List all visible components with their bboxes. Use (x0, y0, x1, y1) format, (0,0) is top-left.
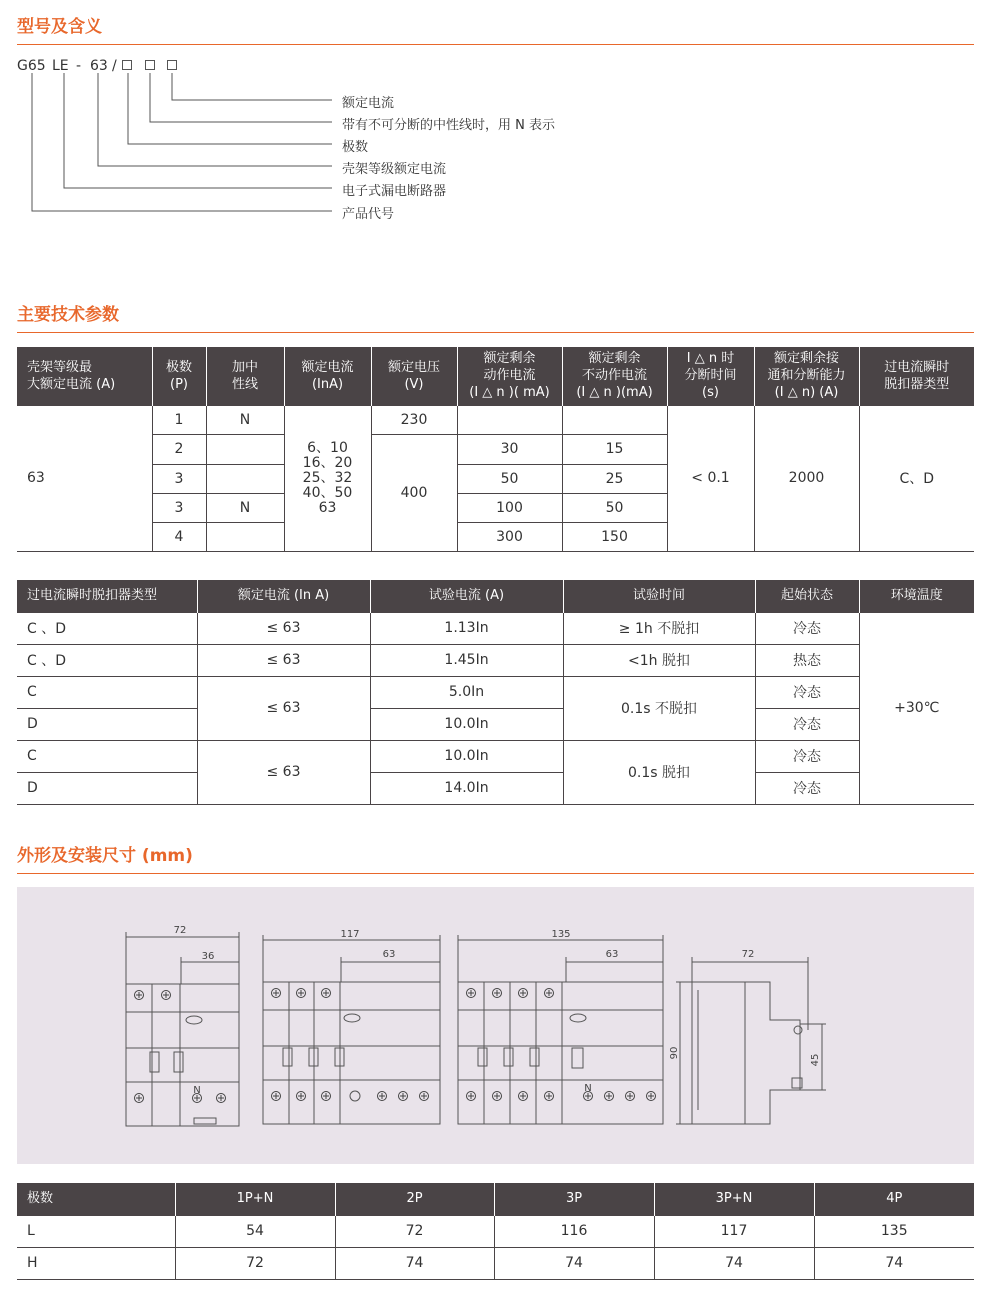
section-title-model: 型号及含义 (17, 17, 102, 37)
cell-poles: 4 (152, 522, 206, 551)
neutral-label: N (193, 1085, 201, 1096)
legend-neutral: 带有不可分断的中性线时，用 N 表示 (342, 118, 555, 133)
header-test-current: 试验电流 (A) (370, 580, 563, 612)
cell-rated-current: ≤ 63 (197, 740, 370, 804)
cell-trip-type: C、D (859, 405, 974, 551)
dim-label: 117 (340, 929, 360, 940)
dimension-drawings (17, 887, 974, 1164)
cell-test-current: 5.0In (370, 676, 563, 708)
cell-test-current: 1.13In (370, 612, 563, 644)
cell-temperature: +30℃ (859, 612, 974, 804)
header-start-state: 起始状态 (755, 580, 859, 612)
cell-residual-op: 30 (457, 434, 562, 464)
table-row (17, 644, 974, 676)
cell-residual-op (457, 405, 562, 434)
code-part-g65: G65 (17, 58, 46, 74)
cell-poles: 3 (152, 464, 206, 493)
trip-test-table (17, 580, 974, 805)
section-title-specs: 主要技术参数 (17, 305, 119, 325)
cell-state: 冷态 (755, 708, 859, 740)
cell-dim: 135 (814, 1215, 974, 1247)
cell-test-time: <1h 脱扣 (563, 644, 755, 676)
cell-voltage: 400 (371, 434, 457, 551)
cell-dim: 116 (494, 1215, 654, 1247)
table-row (17, 740, 974, 772)
legend-product-type: 电子式漏电断路器 (342, 184, 447, 199)
cell-neutral (206, 464, 284, 493)
cell-test-current: 1.45In (370, 644, 563, 676)
cell-trip-type: C 、D (17, 644, 197, 676)
legend-frame-current: 壳架等级额定电流 (342, 162, 447, 177)
cell-state: 冷态 (755, 740, 859, 772)
code-part-slash: / (112, 58, 117, 74)
spec-table (17, 347, 974, 552)
cell-break-time: < 0.1 (667, 405, 754, 551)
code-part-63: 63 (90, 58, 108, 74)
header-4p: 4P (814, 1183, 974, 1215)
cell-residual-op: 50 (457, 464, 562, 493)
spec-table-header (17, 347, 974, 405)
header-voltage: 额定电压 (V) (371, 347, 457, 405)
table-row (17, 676, 974, 708)
table-row (17, 772, 974, 804)
header-residual-op: 额定剩余 动作电流 (I △ n )( mA) (457, 347, 562, 405)
header-frame-current: 壳架等级最 大额定电流 (A) (17, 347, 152, 405)
dim-label: 45 (810, 1053, 821, 1067)
header-neutral: 加中 性线 (206, 347, 284, 405)
header-3pn: 3P+N (654, 1183, 814, 1215)
cell-voltage: 230 (371, 405, 457, 434)
cell-test-current: 10.0In (370, 708, 563, 740)
code-part-dash: - (76, 58, 82, 74)
cell-poles: 3 (152, 493, 206, 522)
table-row (17, 1215, 974, 1247)
section-title-dimensions: 外形及安装尺寸 (mm) (17, 846, 193, 866)
cell-poles: 2 (152, 434, 206, 464)
cell-dim: 117 (654, 1215, 814, 1247)
cell-test-time: 0.1s 不脱扣 (563, 676, 755, 740)
cell-frame: 63 (17, 405, 152, 551)
header-3p: 3P (494, 1183, 654, 1215)
legend-rated-current: 额定电流 (342, 96, 395, 111)
dimension-table-header (17, 1183, 974, 1215)
cell-dim: 74 (814, 1247, 974, 1279)
cell-state: 冷态 (755, 612, 859, 644)
cell-dim: 72 (175, 1247, 335, 1279)
header-poles: 极数 (P) (152, 347, 206, 405)
cell-rated-current: 6、10 16、20 25、32 40、50 63 (284, 405, 371, 551)
breaker-drawing-3p-n (263, 935, 440, 1124)
model-leader-lines (0, 0, 400, 230)
section-rule (17, 873, 974, 874)
header-residual-nonop: 额定剩余 不动作电流 (I △ n )(mA) (562, 347, 667, 405)
cell-residual-nonop: 25 (562, 464, 667, 493)
dim-label: 135 (551, 929, 571, 940)
cell-state: 冷态 (755, 772, 859, 804)
header-capacity: 额定剩余接 通和分断能力 (I △ n) (A) (754, 347, 859, 405)
cell-dim: 74 (494, 1247, 654, 1279)
cell-test-current: 14.0In (370, 772, 563, 804)
cell-residual-nonop: 15 (562, 434, 667, 464)
cell-dim: 74 (335, 1247, 494, 1279)
dim-label: 90 (669, 1046, 680, 1060)
neutral-label: N (584, 1083, 592, 1094)
cell-neutral (206, 522, 284, 551)
cell-dim-name: L (17, 1215, 175, 1247)
table-row (17, 612, 974, 644)
section-rule (17, 332, 974, 333)
breaker-drawing-side (676, 957, 826, 1124)
cell-state: 冷态 (755, 676, 859, 708)
cell-capacity: 2000 (754, 405, 859, 551)
cell-residual-op: 100 (457, 493, 562, 522)
header-2p: 2P (335, 1183, 494, 1215)
header-break-time: I △ n 时 分断时间 (s) (667, 347, 754, 405)
dim-label: 72 (741, 949, 755, 960)
dimension-table (17, 1183, 974, 1280)
code-part-le: LE (52, 58, 69, 74)
legend-poles: 极数 (342, 140, 369, 155)
cell-trip-type: C 、D (17, 612, 197, 644)
cell-poles: 1 (152, 405, 206, 434)
cell-state: 热态 (755, 644, 859, 676)
cell-neutral (206, 434, 284, 464)
dim-label: 63 (382, 949, 396, 960)
cell-test-time: ≥ 1h 不脱扣 (563, 612, 755, 644)
cell-rated-current: ≤ 63 (197, 612, 370, 644)
cell-trip-type: C (17, 740, 197, 772)
cell-test-current: 10.0In (370, 740, 563, 772)
cell-rated-current: ≤ 63 (197, 676, 370, 740)
header-poles: 极数 (17, 1183, 175, 1215)
header-trip-type: 过电流瞬时 脱扣器类型 (859, 347, 974, 405)
trip-table-header (17, 580, 974, 612)
cell-test-time: 0.1s 脱扣 (563, 740, 755, 804)
table-row (17, 708, 974, 740)
cell-trip-type: D (17, 708, 197, 740)
table-row (17, 1247, 974, 1279)
header-test-time: 试验时间 (563, 580, 755, 612)
dim-label: 36 (201, 951, 215, 962)
header-rated-current: 额定电流 (In A) (197, 580, 370, 612)
cell-dim: 54 (175, 1215, 335, 1247)
header-ambient-temp: 环境温度 (859, 580, 974, 612)
table-row (17, 405, 974, 434)
dim-label: 72 (173, 925, 187, 936)
header-1pn: 1P+N (175, 1183, 335, 1215)
cell-residual-nonop: 50 (562, 493, 667, 522)
dim-label: 63 (605, 949, 619, 960)
cell-dim-name: H (17, 1247, 175, 1279)
cell-dim: 74 (654, 1247, 814, 1279)
cell-residual-nonop (562, 405, 667, 434)
header-trip-type: 过电流瞬时脱扣器类型 (17, 580, 197, 612)
cell-trip-type: C (17, 676, 197, 708)
cell-residual-nonop: 150 (562, 522, 667, 551)
header-rated-current: 额定电流 (InA) (284, 347, 371, 405)
cell-residual-op: 300 (457, 522, 562, 551)
cell-dim: 72 (335, 1215, 494, 1247)
cell-trip-type: D (17, 772, 197, 804)
cell-neutral: N (206, 493, 284, 522)
cell-rated-current: ≤ 63 (197, 644, 370, 676)
cell-neutral: N (206, 405, 284, 434)
legend-product-code: 产品代号 (342, 207, 395, 222)
